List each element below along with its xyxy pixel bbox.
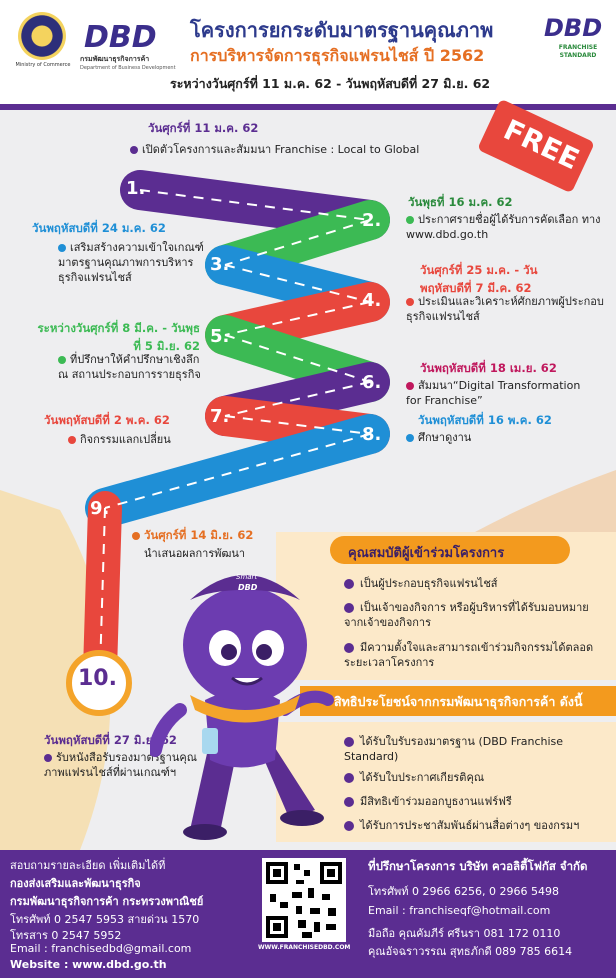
ministry-caption: Ministry of Commerce	[15, 62, 71, 68]
bullet-icon	[344, 797, 354, 807]
bullet-icon	[344, 737, 354, 747]
step-9-number: 9.	[90, 498, 110, 519]
footer-website[interactable]: Website : www.dbd.go.th	[10, 958, 167, 971]
step-4-desc: ประเมินและวิเคราะห์ศักยภาพผู้ประกอบธุรกิจแฟรนไชส์	[406, 295, 604, 323]
step-1-number: 1.	[126, 178, 146, 199]
step-6-date: วันพฤหัสบดีที่ 18 เม.ย. 62	[420, 361, 557, 375]
step-10-desc: รับหนังสือรับรองมาตรฐานคุณภาพแฟรนไชส์ที่ผ่านเกณฑ์ฯ	[44, 751, 197, 779]
bullet-icon	[344, 643, 354, 653]
step-8-date: วันพฤหัสบดีที่ 16 พ.ค. 62	[418, 413, 552, 427]
step-4-date: วันศุกร์ที่ 25 ม.ค. - วันพฤหัสบดีที่ 7 มี.ค. 62	[420, 263, 538, 295]
step-1-date: วันศุกร์ที่ 11 ม.ค. 62	[148, 121, 259, 135]
step-6-desc: สัมมนา“Digital Transformation for Franchise”	[406, 379, 581, 407]
step-8-bullet-icon	[406, 434, 414, 442]
footer-org1: กองส่งเสริมและพัฒนาธุรกิจ	[10, 877, 141, 890]
step-8-desc: ศึกษาดูงาน	[406, 430, 471, 445]
bullet-icon	[344, 773, 354, 783]
bullet-icon	[344, 579, 354, 589]
qr-caption: WWW.FRANCHISEDBD.COM	[258, 944, 351, 951]
step-2-bullet-icon	[406, 216, 414, 224]
qualification-item: มีความตั้งใจและสามารถเข้าร่วมกิจกรรมได้ตลอดระยะเวลาโครงการ	[344, 641, 594, 669]
step-3-bullet-icon	[58, 244, 66, 252]
step-7-desc: กิจกรรมแลกเปลี่ยน	[68, 432, 171, 447]
footer-email: Email : franchisedbd@gmail.com	[10, 942, 192, 955]
step-2-date: วันพุธที่ 16 ม.ค. 62	[408, 195, 513, 209]
dbd-logo: DBD	[84, 20, 157, 55]
step-2-number: 2.	[362, 210, 382, 231]
footer-org2: กรมพัฒนาธุรกิจการค้า กระทรวงพาณิชย์	[10, 895, 204, 908]
step-3-date: วันพฤหัสบดีที่ 24 ม.ค. 62	[32, 221, 166, 235]
step-6-number: 6.	[362, 372, 382, 393]
step-5-date: ระหว่างวันศุกร์ที่ 8 มี.ค. - วันพุธที่ 5 มิ.ย. 62	[37, 321, 200, 353]
step-3-desc: เสริมสร้างความเข้าใจเกณฑ์มาตรฐานคุณภาพการบริหารธุรกิจแฟรนไชส์	[58, 241, 204, 284]
step-1-bullet-icon	[130, 146, 138, 154]
mascot-icon	[150, 560, 340, 850]
footer-fax: โทรสาร 0 2547 5952	[10, 929, 122, 942]
benefit-item: ได้รับใบรับรองมาตรฐาน (DBD Franchise Standard)	[344, 735, 564, 763]
step-5-bullet-icon	[58, 356, 66, 364]
step-4-bullet-icon	[406, 298, 414, 306]
step-10-number: 10.	[78, 666, 117, 691]
step-2-desc: ประกาศรายชื่อผู้ได้รับการคัดเลือก ทาง www.dbd.go.th	[406, 213, 601, 241]
dbd-caption-th: กรมพัฒนาธุรกิจการค้า	[80, 55, 150, 63]
step-9-date-row	[132, 528, 253, 543]
title-line3: ระหว่างวันศุกร์ที่ 11 ม.ค. 62 - วันพฤหัสบดีที่ 27 มิ.ย. 62	[170, 76, 491, 91]
step-10-bullet-icon	[44, 754, 52, 762]
header	[0, 0, 616, 104]
step-6-bullet-icon	[406, 382, 414, 390]
qr-code	[262, 858, 346, 942]
qualifications-title: คุณสมบัติผู้เข้าร่วมโครงการ	[348, 546, 505, 561]
bullet-icon	[344, 603, 354, 613]
step-1-desc: เปิดตัวโครงการและสัมมนา Franchise : Local to Global	[130, 142, 419, 157]
step-9-desc: นำเสนอผลการพัฒนา	[144, 547, 246, 560]
ministry-seal-icon	[18, 12, 66, 60]
qualification-item: เป็นเจ้าของกิจการ หรือผู้บริหารที่ได้รับมอบหมายจากเจ้าของกิจการ	[344, 601, 589, 629]
step-9-bullet-icon	[132, 532, 140, 540]
title-line1: โครงการยกระดับมาตรฐานคุณภาพ	[190, 18, 494, 42]
free-tag-label: FREE	[498, 112, 585, 177]
benefit-item: มีสิทธิเข้าร่วมออกบูธงานแฟร์ฟรี	[344, 794, 604, 809]
footer-consultant-mobile1: มือถือ คุณคัมภีร์ ศรีนรา 081 172 0110	[368, 927, 561, 940]
mascot-hat-text: Smart	[236, 573, 258, 581]
footer-consultant-email[interactable]: Email : franchiseqf@hotmail.com	[368, 904, 551, 917]
step-5-desc: ที่ปรึกษาให้คำปรึกษาเชิงลึก ณ สถานประกอบการรายธุรกิจ	[58, 353, 201, 381]
bullet-icon	[344, 821, 354, 831]
footer-consultant-phone: โทรศัพท์ 0 2966 6256, 0 2966 5498	[368, 885, 560, 898]
title-line2: การบริหารจัดการธุรกิจแฟรนไชส์ ปี 2562	[190, 46, 485, 65]
step-7-date: วันพฤหัสบดีที่ 2 พ.ค. 62	[44, 413, 170, 427]
step-5-number: 5.	[210, 326, 230, 347]
step-8-number: 8.	[362, 424, 382, 445]
benefit-item: ได้รับใบประกาศเกียรติคุณ	[344, 770, 604, 785]
benefits-title: สิทธิประโยชน์จากกรมพัฒนาธุรกิจการค้า ดังนี้	[334, 694, 583, 709]
qualification-item: เป็นผู้ประกอบธุรกิจแฟรนไชส์	[344, 576, 604, 591]
step-9-date: วันศุกร์ที่ 14 มิ.ย. 62	[144, 528, 254, 542]
franchise-caption: FRANCHISE STANDARD	[558, 44, 598, 59]
step-4-number: 4.	[362, 290, 382, 311]
benefit-item: ได้รับการประชาสัมพันธ์ผ่านสื่อต่างๆ ของกรมฯ	[344, 818, 604, 833]
step-3-number: 3.	[210, 254, 230, 275]
footer-intro: สอบถามรายละเอียด เพิ่มเติมได้ที่	[10, 859, 166, 872]
step-7-number: 7.	[210, 406, 230, 427]
step-10-date: วันพฤหัสบดีที่ 27 มิ.ย. 62	[44, 733, 177, 747]
dbd-caption-en: Department of Business Development	[80, 65, 176, 71]
step-7-bullet-icon	[68, 436, 76, 444]
franchise-logo: DBD	[544, 14, 603, 42]
footer-consultant-mobile2: คุณอัจฉราวรรณ สุทธภักดี 089 785 6614	[368, 945, 573, 958]
footer-phone: โทรศัพท์ 0 2547 5953 สายด่วน 1570	[10, 913, 200, 926]
mascot-hat-logo: DBD	[238, 583, 258, 592]
footer-consultant-title: ที่ปรึกษาโครงการ บริษัท ควอลิตี้โฟกัส จำกัด	[368, 859, 588, 873]
